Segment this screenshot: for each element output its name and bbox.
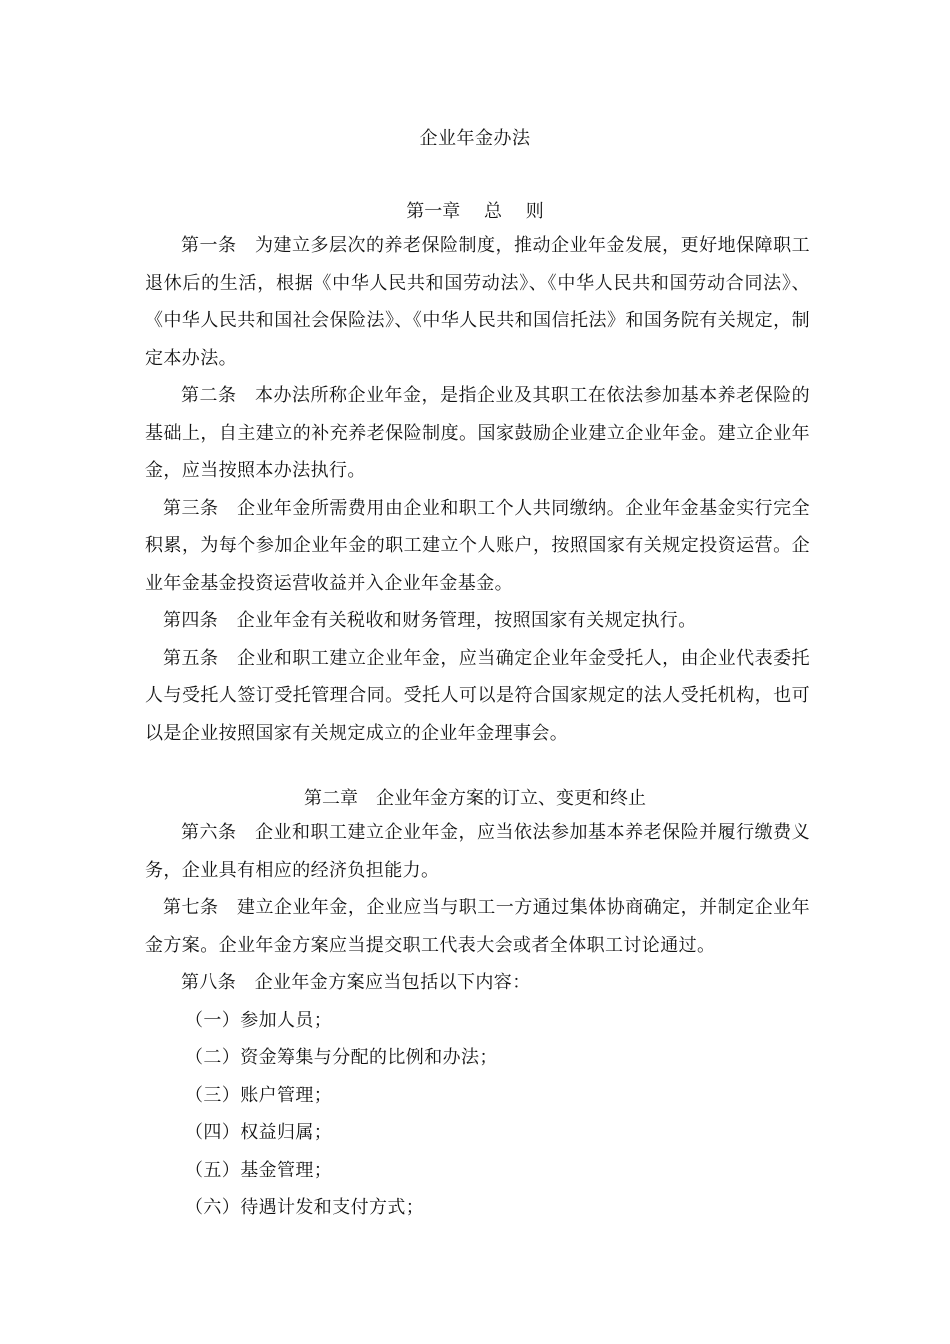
article-4: 第四条 企业年金有关税收和财务管理，按照国家有关规定执行。 — [163, 610, 697, 631]
article-6: 第六条 企业和职工建立企业年金，应当依法参加基本养老保险并履行缴费义务，企业具有相应的经济负担能力。 — [145, 822, 810, 881]
chapter-1-heading: 第一章 总 则 — [406, 201, 544, 222]
list-item: （四）权益归属； — [185, 1122, 333, 1143]
article-3: 第三条 企业年金所需费用由企业和职工个人共同缴纳。企业年金基金实行完全积累，为每个参加企业年金的职工建立个人账户，按照国家有关规定投资运营。企业年金基金投资运营收益并入企业年金基金。 — [145, 497, 810, 594]
list-item: （五）基金管理； — [185, 1159, 333, 1181]
document-title: 企业年金办法 — [419, 128, 531, 149]
article-8: 第八条 企业年金方案应当包括以下内容： — [181, 972, 531, 993]
article-1: 第一条 为建立多层次的养老保险制度，推动企业年金发展，更好地保障职工退休后的生活，根据《中华人民共和国劳动法》、《中华人民共和国劳动合同法》、《中华人民共和国社会保险法》、《中华人民共和国信托法》和国务院有关规定，制定本办法。 — [145, 235, 810, 369]
article-7: 第七条 建立企业年金，企业应当与职工一方通过集体协商确定，并制定企业年金方案。企业年金方案应当提交职工代表大会或者全体职工讨论通过。 — [145, 897, 810, 956]
list-item: （六）待遇计发和支付方式； — [185, 1197, 425, 1218]
list-item: （一）参加人员； — [185, 1009, 333, 1031]
chapter-1-body — [145, 227, 810, 752]
chapter-2-heading: 第二章 企业年金方案的订立、变更和终止 — [304, 788, 646, 809]
list-item: （三）账户管理； — [185, 1084, 333, 1106]
list-item: （二）资金筹集与分配的比例和办法； — [185, 1047, 498, 1068]
article-5: 第五条 企业和职工建立企业年金，应当确定企业年金受托人，由企业代表委托人与受托人签订受托管理合同。受托人可以是符合国家规定的法人受托机构，也可以是企业按照国家有关规定成立的企业年金理事会。 — [145, 647, 810, 744]
chapter-2-body — [145, 814, 810, 1227]
article-2: 第二条 本办法所称企业年金，是指企业及其职工在依法参加基本养老保险的基础上，自主建立的补充养老保险制度。国家鼓励企业建立企业年金。建立企业年金，应当按照本办法执行。 — [145, 385, 810, 481]
